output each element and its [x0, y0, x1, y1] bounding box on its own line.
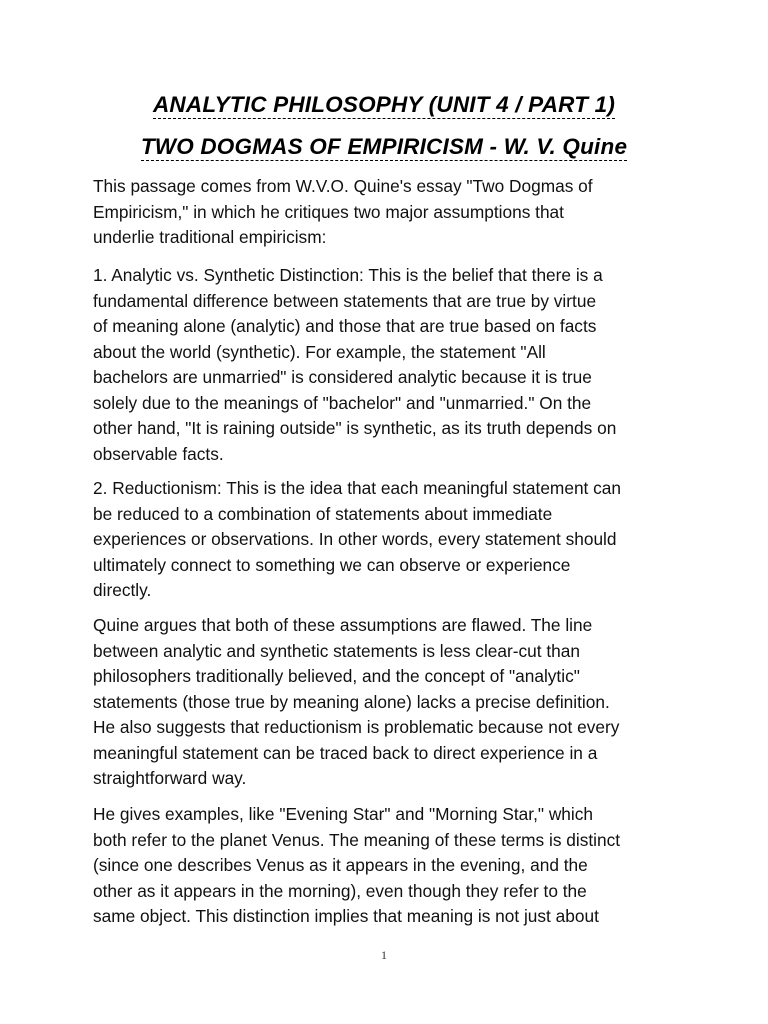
text-line: about the world (synthetic). For example, the statement "All — [93, 341, 546, 362]
document-title-text: ANALYTIC PHILOSOPHY (UNIT 4 / PART 1) — [152, 92, 616, 117]
text-line: Empiricism," in which he critiques two major assumptions that — [93, 201, 564, 222]
paragraph-analytic-synthetic — [93, 263, 683, 467]
text-line: straightforward way. — [93, 768, 247, 788]
text-line: other hand, "It is raining outside" is synthetic, as its truth depends on — [93, 418, 617, 438]
text-line: underlie traditional empiricism: — [93, 227, 327, 247]
text-line: philosophers traditionally believed, and the concept of "analytic" — [93, 666, 580, 686]
text-line: same object. This distinction implies that meaning is not just about — [93, 906, 599, 926]
text-line: between analytic and synthetic statements is less clear-cut than — [93, 640, 581, 661]
document-title — [0, 90, 768, 120]
text-line: be reduced to a combination of statements about immediate — [93, 503, 553, 524]
text-line: directly. — [93, 580, 152, 600]
text-line: experiences or observations. In other words, every statement should — [93, 529, 617, 549]
text-line: meaningful statement can be traced back to direct experience in a — [93, 742, 598, 763]
document-subtitle — [0, 132, 768, 162]
paragraph-reductionism — [93, 476, 683, 604]
text-line: fundamental difference between statements that are true by virtue — [93, 290, 597, 311]
text-line: bachelors are unmarried" is considered analytic because it is true — [93, 367, 592, 387]
text-line: 2. Reductionism: This is the idea that each meaningful statement can — [93, 478, 622, 498]
text-line: 1. Analytic vs. Synthetic Distinction: This is the belief that there is a — [93, 265, 603, 285]
text-line: statements (those true by meaning alone) lacks a precise definition. — [93, 691, 610, 712]
text-line: solely due to the meanings of "bachelor" and "unmarried." On the — [93, 392, 592, 413]
text-line: Quine argues that both of these assumptions are flawed. The line — [93, 615, 593, 635]
text-line: He gives examples, like "Evening Star" and "Morning Star," which — [93, 804, 594, 824]
text-line: both refer to the planet Venus. The meaning of these terms is distinct — [93, 829, 621, 850]
paragraph-evening-morning-star — [93, 802, 683, 930]
text-line: other as it appears in the morning), even though they refer to the — [93, 880, 587, 901]
document-subtitle-text: TWO DOGMAS OF EMPIRICISM - W. V. Quine — [140, 134, 628, 159]
text-line: He also suggests that reductionism is problematic because not every — [93, 717, 620, 737]
text-line: of meaning alone (analytic) and those that are true based on facts — [93, 316, 597, 336]
text-line: This passage comes from W.V.O. Quine's essay "Two Dogmas of — [93, 176, 593, 196]
paragraph-quine-argument — [93, 613, 683, 792]
text-line: ultimately connect to something we can observe or experience — [93, 554, 571, 575]
paragraph-intro — [93, 174, 683, 251]
text-line: (since one describes Venus as it appears in the evening, and the — [93, 855, 588, 875]
text-line: observable facts. — [93, 443, 224, 464]
page-number: 1 — [381, 948, 387, 962]
